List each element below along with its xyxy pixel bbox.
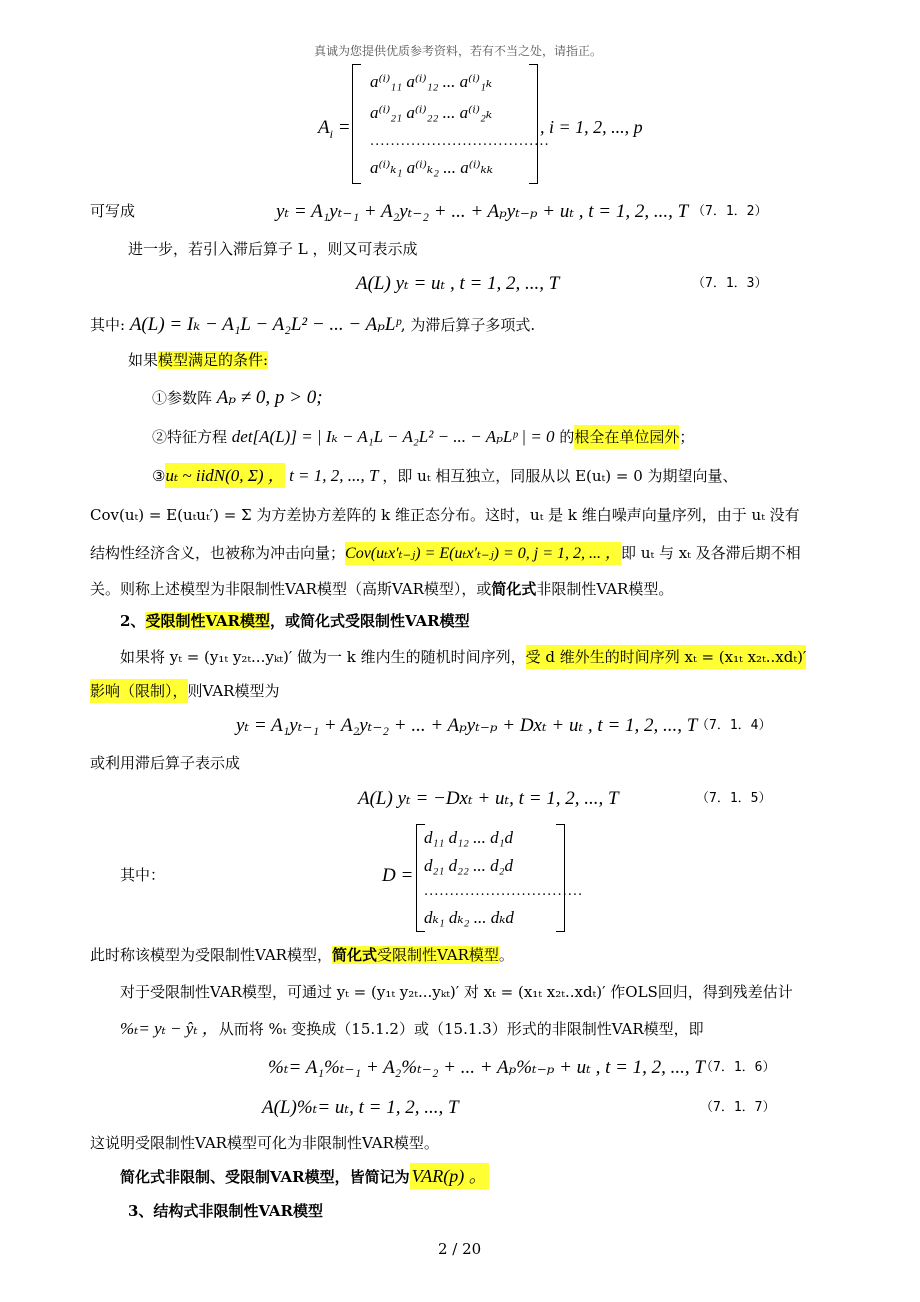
- matrix-a-lhs: $A_i$ =: [318, 117, 351, 141]
- paragraph-text: 此时称该模型为受限制性VAR模型，简化式受限制性VAR模型。: [90, 946, 514, 964]
- text-label: 其中:: [90, 316, 130, 334]
- page-number: 2 / 20: [438, 1240, 482, 1258]
- matrix-d-row-3: dₖ₁ dₖ₂ ... dₖd: [424, 908, 514, 927]
- definition-line: [90, 315, 535, 334]
- highlight: 受限制性VAR模型: [145, 612, 271, 630]
- equation-number: （7．1．7）: [700, 1100, 776, 1115]
- equation-7-1-3: A(L) yₜ = uₜ , t = 1, 2, ..., T: [356, 273, 560, 294]
- equation-7-1-4: yₜ = A₁yₜ₋₁ + A₂yₜ₋₂ + ... + Aₚyₜ₋ₚ + Dxₜ + uₜ , t = 1, 2, ..., T: [236, 715, 698, 736]
- characteristic-equation: det[A(L)] = | Iₖ − A₁L − A₂L² − ... − AₚLᵖ | = 0: [231, 427, 555, 446]
- highlight: 受限制性VAR模型: [376, 946, 499, 964]
- paragraph-text: 或利用滞后算子表示成: [90, 754, 241, 772]
- paragraph-text: Cov(uₜ) = E(uₜuₜ′) = Σ 为方差协方差阵的 k 维正态分布。这时，uₜ 是 k 维白噪声向量序列，由于 uₜ 没有: [90, 506, 800, 524]
- summary-line: 简化式非限制、受限制VAR模型，皆简记为 VAR(p) 。: [120, 1167, 489, 1185]
- highlight: uₜ ~ iidN(0, Σ) ，: [165, 463, 284, 488]
- highlight: 模型满足的条件:: [158, 351, 269, 369]
- matrix-d-row-2: d₂₁ d₂₂ ... d₂d: [424, 856, 514, 875]
- highlight: 影响（限制），: [90, 679, 188, 703]
- matrix-d-right-bracket: [556, 824, 565, 932]
- matrix-a-left-bracket: [352, 64, 361, 184]
- text-label: 其中：: [120, 866, 166, 884]
- lag-polynomial-formula: A(L) = Iₖ − A₁L − A₂L² − ... − AₚLᵖ: [129, 314, 401, 335]
- paragraph-text: 如果将 yₜ = (y₁ₜ y₂ₜ...yₖₜ)′ 做为一 k 维内生的随机时间序列，受 d 维外生的时间序列 xₜ = (x₁ₜ x₂ₜ..xdₜ)′: [120, 650, 806, 665]
- matrix-a-right-bracket: [529, 64, 538, 184]
- matrix-d-lhs: D =: [382, 865, 414, 886]
- paragraph-text: %ₜ= yₜ − ŷₜ ，从而将 %ₜ 变换成（15.1.2）或（15.1.3）形式的非限制性VAR模型，即: [120, 1019, 704, 1038]
- condition-3: ③uₜ ~ iidN(0, Σ) ， t = 1, 2, ..., T ，即 uₜ 相互独立，同服从以 E(uₜ) = 0 为期望向量、: [152, 467, 738, 484]
- page-header: 真诚为您提供优质参考资料，若有不当之处，请指正。: [314, 44, 603, 58]
- paragraph-text: 影响（限制），则VAR模型为: [90, 684, 279, 699]
- highlight: 简化式: [331, 946, 377, 964]
- paragraph-text: 进一步，若引入滞后算子 L ，则又可表示成: [128, 240, 418, 258]
- matrix-d-row-1: d₁₁ d₁₂ ... d₁d: [424, 828, 514, 847]
- paragraph-text: 结构性经济含义，也被称为冲击向量；Cov(uₜx′ₜ₋ⱼ) = E(uₜx′ₜ₋ⱼ) = 0, j = 1, 2, ... ，即 uₜ 与 xₜ 及各滞后期不相: [90, 546, 801, 562]
- section-heading-3: 3、结构式非限制性VAR模型: [128, 1202, 324, 1220]
- condition-formula: Aₚ ≠ 0, p > 0;: [216, 387, 323, 408]
- text-tail: , 为滞后算子多项式.: [400, 316, 536, 334]
- highlight: Cov(uₜx′ₜ₋ⱼ) = E(uₜx′ₜ₋ⱼ) = 0, j = 1, 2, ... ，: [345, 542, 621, 565]
- matrix-a-index-range: , i = 1, 2, ..., p: [540, 117, 643, 137]
- conditions-intro: 如果模型满足的条件:: [128, 351, 269, 369]
- section-heading-2: 2、受限制性VAR模型，或简化式受限制性VAR模型: [120, 612, 470, 630]
- matrix-a-dots: ...................................: [370, 134, 550, 149]
- equation-number: （7．1．6）: [700, 1060, 776, 1075]
- equation-7-1-5: A(L) yₜ = −Dxₜ + uₜ, t = 1, 2, ..., T: [358, 788, 619, 809]
- matrix-a-row-2: a⁽ⁱ⁾₂₁ a⁽ⁱ⁾₂₂ ... a⁽ⁱ⁾₂ₖ: [370, 103, 493, 122]
- equation-7-1-7: A(L)%ₜ= uₜ, t = 1, 2, ..., T: [262, 1097, 459, 1118]
- paragraph-text: 关。则称上述模型为非限制性VAR模型（高斯VAR模型），或简化式非限制性VAR模型。: [90, 580, 674, 598]
- equation-7-1-6: %ₜ= A₁%ₜ₋₁ + A₂%ₜ₋₂ + ... + Aₚ%ₜ₋ₚ + uₜ , t = 1, 2, ..., T: [268, 1057, 705, 1078]
- paragraph-text: 对于受限制性VAR模型，可通过 yₜ = (y₁ₜ y₂ₜ...yₖₜ)′ 对 xₜ = (x₁ₜ x₂ₜ..xdₜ)′ 作OLS回归，得到残差估计: [120, 983, 793, 1001]
- matrix-a-row-1: a⁽ⁱ⁾₁₁ a⁽ⁱ⁾₁₂ ... a⁽ⁱ⁾₁ₖ: [370, 72, 493, 91]
- highlight: 根全在单位园外: [574, 425, 679, 449]
- text-label: 可写成: [90, 202, 136, 220]
- equation-number: （7．1．2）: [692, 204, 768, 219]
- matrix-d-dots: ...............................: [424, 884, 584, 899]
- condition-2: ②特征方程 det[A(L)] = | Iₖ − A₁L − A₂L² − ... − AₚLᵖ | = 0 的根全在单位园外；: [152, 428, 694, 445]
- condition-1: ①参数阵 Aₚ ≠ 0, p > 0;: [152, 387, 323, 408]
- highlight: VAR(p) 。: [410, 1163, 489, 1189]
- paragraph-text: 这说明受限制性VAR模型可化为非限制性VAR模型。: [90, 1134, 439, 1152]
- equation-number: （7．1．5）: [696, 791, 772, 806]
- matrix-a-row-3: a⁽ⁱ⁾ₖ₁ a⁽ⁱ⁾ₖ₂ ... a⁽ⁱ⁾ₖₖ: [370, 158, 493, 177]
- highlight: 受 d 维外生的时间序列 xₜ = (x₁ₜ x₂ₜ..xdₜ)′: [526, 645, 807, 669]
- equation-number: （7．1．3）: [692, 276, 768, 291]
- equation-number: （7．1．4）: [696, 718, 772, 733]
- equation-7-1-2: yₜ = A₁yₜ₋₁ + A₂yₜ₋₂ + ... + Aₚyₜ₋ₚ + uₜ , t = 1, 2, ..., T: [276, 201, 689, 222]
